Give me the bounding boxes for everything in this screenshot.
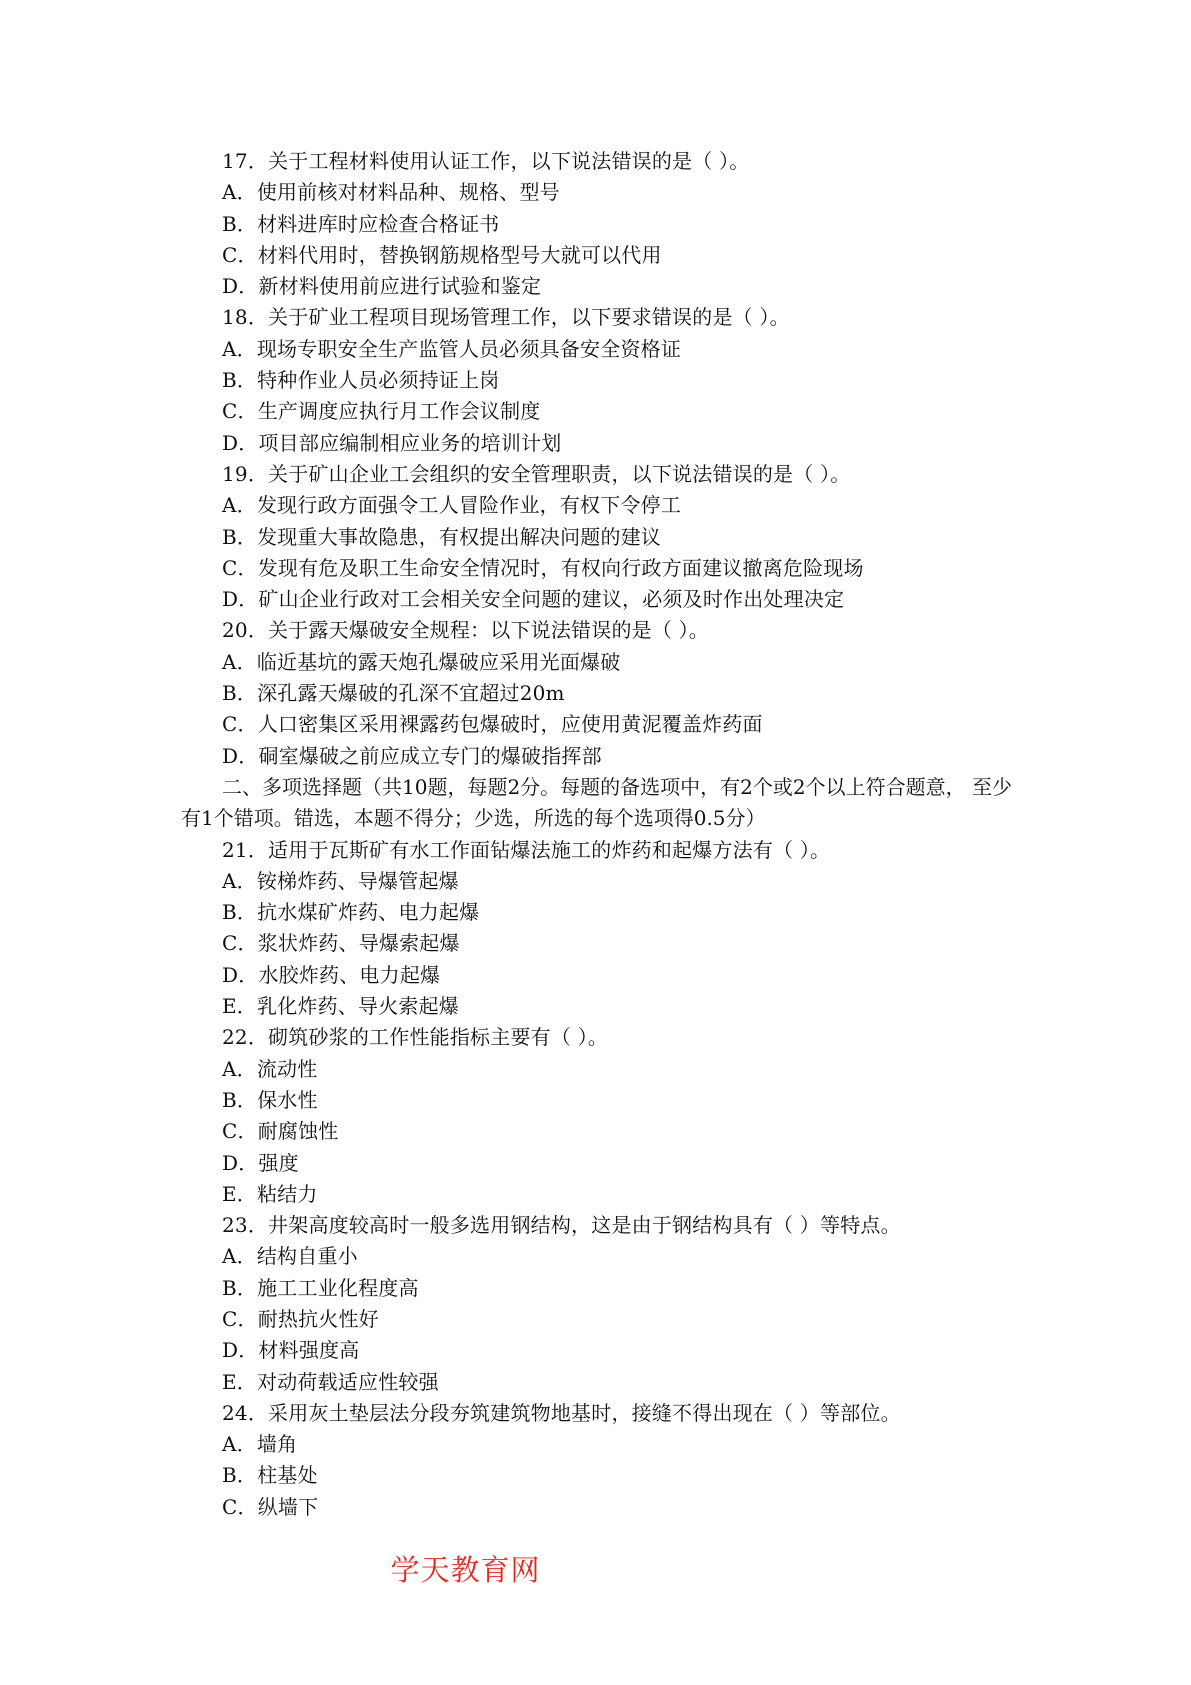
option-17-d: D．新材料使用前应进行试验和鉴定 <box>222 274 542 299</box>
question-20: 20．关于露天爆破安全规程：以下说法错误的是（ ）。 <box>222 618 710 643</box>
option-21-e: E．乳化炸药、导火索起爆 <box>222 994 459 1019</box>
option-20-b: B．深孔露天爆破的孔深不宜超过20m <box>222 681 565 706</box>
option-19-a: A．发现行政方面强令工人冒险作业，有权下令停工 <box>222 493 682 518</box>
option-19-d: D．矿山企业行政对工会相关安全问题的建议，必须及时作出处理决定 <box>222 587 845 612</box>
option-18-d: D．项目部应编制相应业务的培训计划 <box>222 430 562 455</box>
option-23-e: E．对动荷载适应性较强 <box>222 1369 439 1394</box>
option-18-b: B．特种作业人员必须持证上岗 <box>222 368 500 393</box>
option-23-c: C．耐热抗火性好 <box>222 1306 379 1331</box>
option-23-a: A．结构自重小 <box>222 1244 358 1269</box>
document-body <box>181 146 1021 1523</box>
option-24-b: B．柱基处 <box>222 1463 318 1488</box>
option-19-b: B．发现重大事故隐患，有权提出解决问题的建议 <box>222 524 662 549</box>
option-22-e: E．粘结力 <box>222 1181 318 1206</box>
option-21-a: A．铵梯炸药、导爆管起爆 <box>222 868 459 893</box>
option-24-a: A．墙角 <box>222 1432 298 1457</box>
footer-watermark <box>0 1548 1191 1589</box>
option-24-c: C．纵墙下 <box>222 1494 319 1519</box>
question-24: 24．采用灰土垫层法分段夯筑建筑物地基时，接缝不得出现在（ ）等部位。 <box>222 1400 901 1425</box>
option-21-d: D．水胶炸药、电力起爆 <box>222 962 441 987</box>
option-17-a: A．使用前核对材料品种、规格、型号 <box>222 180 560 205</box>
option-23-b: B．施工工业化程度高 <box>222 1275 419 1300</box>
option-21-b: B．抗水煤矿炸药、电力起爆 <box>222 900 480 925</box>
question-21: 21．适用于瓦斯矿有水工作面钻爆法施工的炸药和起爆方法有（ ）。 <box>222 837 831 862</box>
option-23-d: D．材料强度高 <box>222 1338 360 1363</box>
option-18-c: C．生产调度应执行月工作会议制度 <box>222 399 541 424</box>
option-21-c: C．浆状炸药、导爆索起爆 <box>222 931 460 956</box>
option-22-d: D．强度 <box>222 1150 299 1175</box>
question-19: 19．关于矿山企业工会组织的安全管理职责，以下说法错误的是（ ）。 <box>222 461 851 486</box>
option-20-a: A．临近基坑的露天炮孔爆破应采用光面爆破 <box>222 649 621 674</box>
option-17-c: C．材料代用时，替换钢筋规格型号大就可以代用 <box>222 242 662 267</box>
option-20-c: C．人口密集区采用裸露药包爆破时，应使用黄泥覆盖炸药面 <box>222 712 763 737</box>
question-18: 18．关于矿业工程项目现场管理工作，以下要求错误的是（ ）。 <box>222 305 790 330</box>
option-22-b: B．保水性 <box>222 1087 318 1112</box>
question-23: 23．井架高度较高时一般多选用钢结构，这是由于钢结构具有（ ）等特点。 <box>222 1213 901 1238</box>
option-19-c: C．发现有危及职工生命安全情况时，有权向行政方面建议撤离危险现场 <box>222 555 864 580</box>
option-18-a: A．现场专职安全生产监管人员必须具备安全资格证 <box>222 336 682 361</box>
option-22-a: A．流动性 <box>222 1056 318 1081</box>
watermark-text: 学天教育网 <box>390 1553 541 1587</box>
section-heading-multiple-choice: 二、多项选择题（共10题，每题2分。每题的备选项中，有2个或2个以上符合题意， 至少有1个错项。错选，本题不得分；少选，所选的每个选项得0.5分） <box>181 774 1012 831</box>
option-20-d: D．硐室爆破之前应成立专门的爆破指挥部 <box>222 743 602 768</box>
option-22-c: C．耐腐蚀性 <box>222 1119 339 1144</box>
option-17-b: B．材料进库时应检查合格证书 <box>222 211 500 236</box>
question-17: 17．关于工程材料使用认证工作，以下说法错误的是（ ）。 <box>222 149 750 173</box>
question-22: 22．砌筑砂浆的工作性能指标主要有（ ）。 <box>222 1025 609 1050</box>
